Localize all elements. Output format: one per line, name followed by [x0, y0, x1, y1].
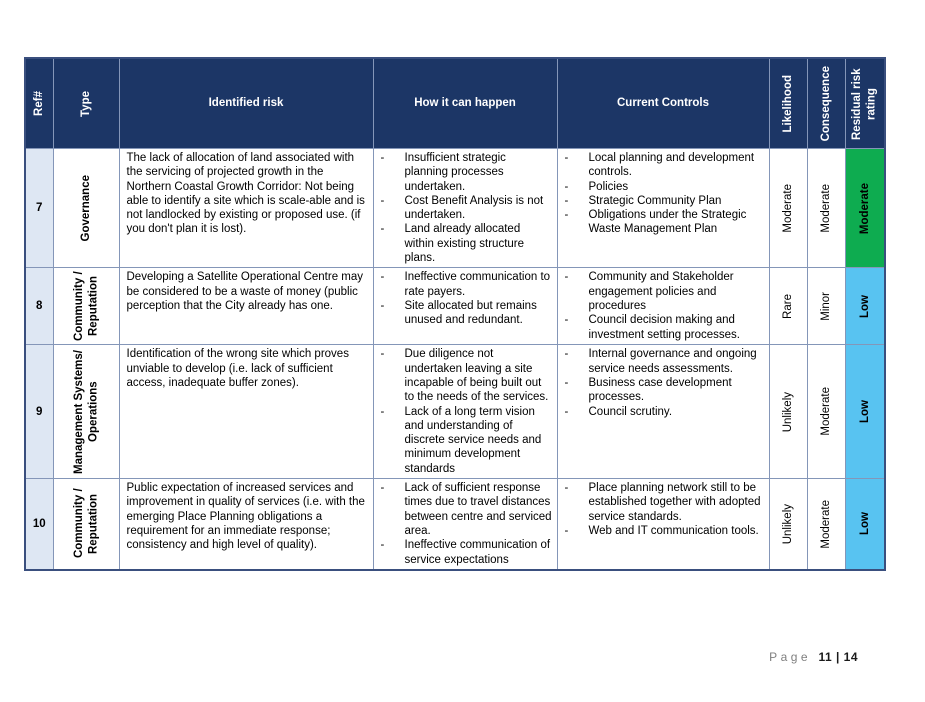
bullet-item: - Land already allocated within existing structure plans. [374, 222, 553, 265]
header-likelihood [769, 58, 807, 149]
residual-rating-value: Low [858, 294, 871, 318]
bullet-item: - Cost Benefit Analysis is not undertaken. [374, 194, 553, 223]
risk-register-table [24, 57, 886, 571]
bullet-item: - Obligations under the Strategic Waste Management Plan [558, 208, 765, 237]
footer-page-number: 11 | 14 [818, 650, 858, 664]
likelihood-value: Unlikely [781, 503, 794, 545]
bullet-item: - Ineffective communication of service expectations [374, 538, 553, 567]
type-cell [53, 268, 119, 345]
ref-cell: 9 [25, 345, 53, 479]
table-row-10 [25, 479, 885, 570]
residual-rating-cell [845, 268, 885, 345]
bullet-item: - Internal governance and ongoing service needs assessments. [558, 347, 765, 376]
controls-cell [557, 268, 769, 345]
bullet-item: - Council decision making and investment setting processes. [558, 313, 765, 342]
bullet-item: - Policies [558, 180, 765, 194]
bullet-item: - Local planning and development controls. [558, 151, 765, 180]
table-row-9 [25, 345, 885, 479]
bullet-item: - Web and IT communication tools. [558, 524, 765, 538]
residual-rating-cell [845, 345, 885, 479]
header-identified-risk: Identified risk [119, 58, 373, 149]
residual-rating-value: Low [858, 512, 871, 536]
type-cell [53, 479, 119, 570]
table-row-8 [25, 268, 885, 345]
how-cell [373, 149, 557, 268]
consequence-cell [807, 345, 845, 479]
residual-rating-cell [845, 149, 885, 268]
type-label: Management Systems/ Operations [72, 349, 99, 474]
bullet-item: - Place planning network still to be established together with adopted service standards. [558, 481, 765, 524]
header-residual-risk-rating [845, 58, 885, 149]
identified-risk-cell: The lack of allocation of land associated with the servicing of projected growth in the Northern Coastal Growth Corridor: Not being able to identify a site which is scale-able and is not landlocked by existing or proposed use. (if you don't plan it is lost). [119, 149, 373, 268]
likelihood-value: Unlikely [781, 391, 794, 432]
type-label: Community / Reputation [72, 489, 99, 559]
identified-risk-cell: Identification of the wrong site which proves unviable to develop (i.e. lack of sufficient access, inadequate buffer zones). [119, 345, 373, 479]
bullet-item: - Site allocated but remains unused and redundant. [374, 299, 553, 328]
likelihood-value: Moderate [781, 183, 794, 233]
bullet-item: - Business case development processes. [558, 376, 765, 405]
consequence-value: Moderate [819, 183, 832, 233]
likelihood-cell [769, 345, 807, 479]
header-consequence [807, 58, 845, 149]
bullet-item: - Ineffective communication to rate payers. [374, 270, 553, 299]
likelihood-cell [769, 479, 807, 570]
controls-cell [557, 345, 769, 479]
consequence-value: Minor [819, 291, 832, 321]
bullet-item: - Due diligence not undertaken leaving a site incapable of being built out to the needs of the services. [374, 347, 553, 404]
bullet-item: - Community and Stakeholder engagement policies and procedures [558, 270, 765, 313]
bullet-item: - Council scrutiny. [558, 405, 765, 419]
how-cell [373, 345, 557, 479]
header-type [53, 58, 119, 149]
page-footer [769, 650, 858, 664]
type-cell [53, 149, 119, 268]
header-residual-label: Residual risk rating [851, 67, 878, 140]
consequence-value: Moderate [819, 387, 832, 436]
ref-cell: 10 [25, 479, 53, 570]
header-consequence-label: Consequence [819, 65, 832, 142]
type-cell [53, 345, 119, 479]
bullet-item: - Strategic Community Plan [558, 194, 765, 208]
consequence-value: Moderate [819, 499, 832, 549]
likelihood-cell [769, 268, 807, 345]
header-type-label: Type [79, 90, 92, 117]
likelihood-cell [769, 149, 807, 268]
header-row [25, 58, 885, 149]
likelihood-value: Rare [781, 293, 794, 319]
how-cell [373, 268, 557, 345]
ref-cell: 8 [25, 268, 53, 345]
type-label: Governance [79, 174, 92, 242]
header-current-controls: Current Controls [557, 58, 769, 149]
consequence-cell [807, 268, 845, 345]
how-cell [373, 479, 557, 570]
ref-cell: 7 [25, 149, 53, 268]
header-how-it-can-happen: How it can happen [373, 58, 557, 149]
residual-rating-value: Low [858, 400, 871, 424]
bullet-item: - Lack of sufficient response times due to travel distances between centre and serviced area. [374, 481, 553, 538]
residual-rating-cell [845, 479, 885, 570]
consequence-cell [807, 149, 845, 268]
bullet-item: - Insufficient strategic planning processes undertaken. [374, 151, 553, 194]
residual-rating-value: Moderate [858, 182, 871, 234]
footer-page-label: Page [769, 650, 812, 664]
identified-risk-cell: Public expectation of increased services and improvement in quality of services (i.e. with the emerging Place Planning obligations a requirement for an immediate response; consistency and high level of quality). [119, 479, 373, 570]
identified-risk-cell: Developing a Satellite Operational Centre may be considered to be a waste of money (public perception that the City already has one. [119, 268, 373, 345]
bullet-item: - Lack of a long term vision and understanding of discrete service needs and minimum development standards [374, 405, 553, 476]
header-likelihood-label: Likelihood [781, 74, 794, 133]
type-label: Community / Reputation [72, 271, 99, 342]
header-ref-label: Ref# [33, 91, 46, 116]
controls-cell [557, 149, 769, 268]
table-row-7 [25, 149, 885, 268]
consequence-cell [807, 479, 845, 570]
header-ref [25, 58, 53, 149]
controls-cell [557, 479, 769, 570]
